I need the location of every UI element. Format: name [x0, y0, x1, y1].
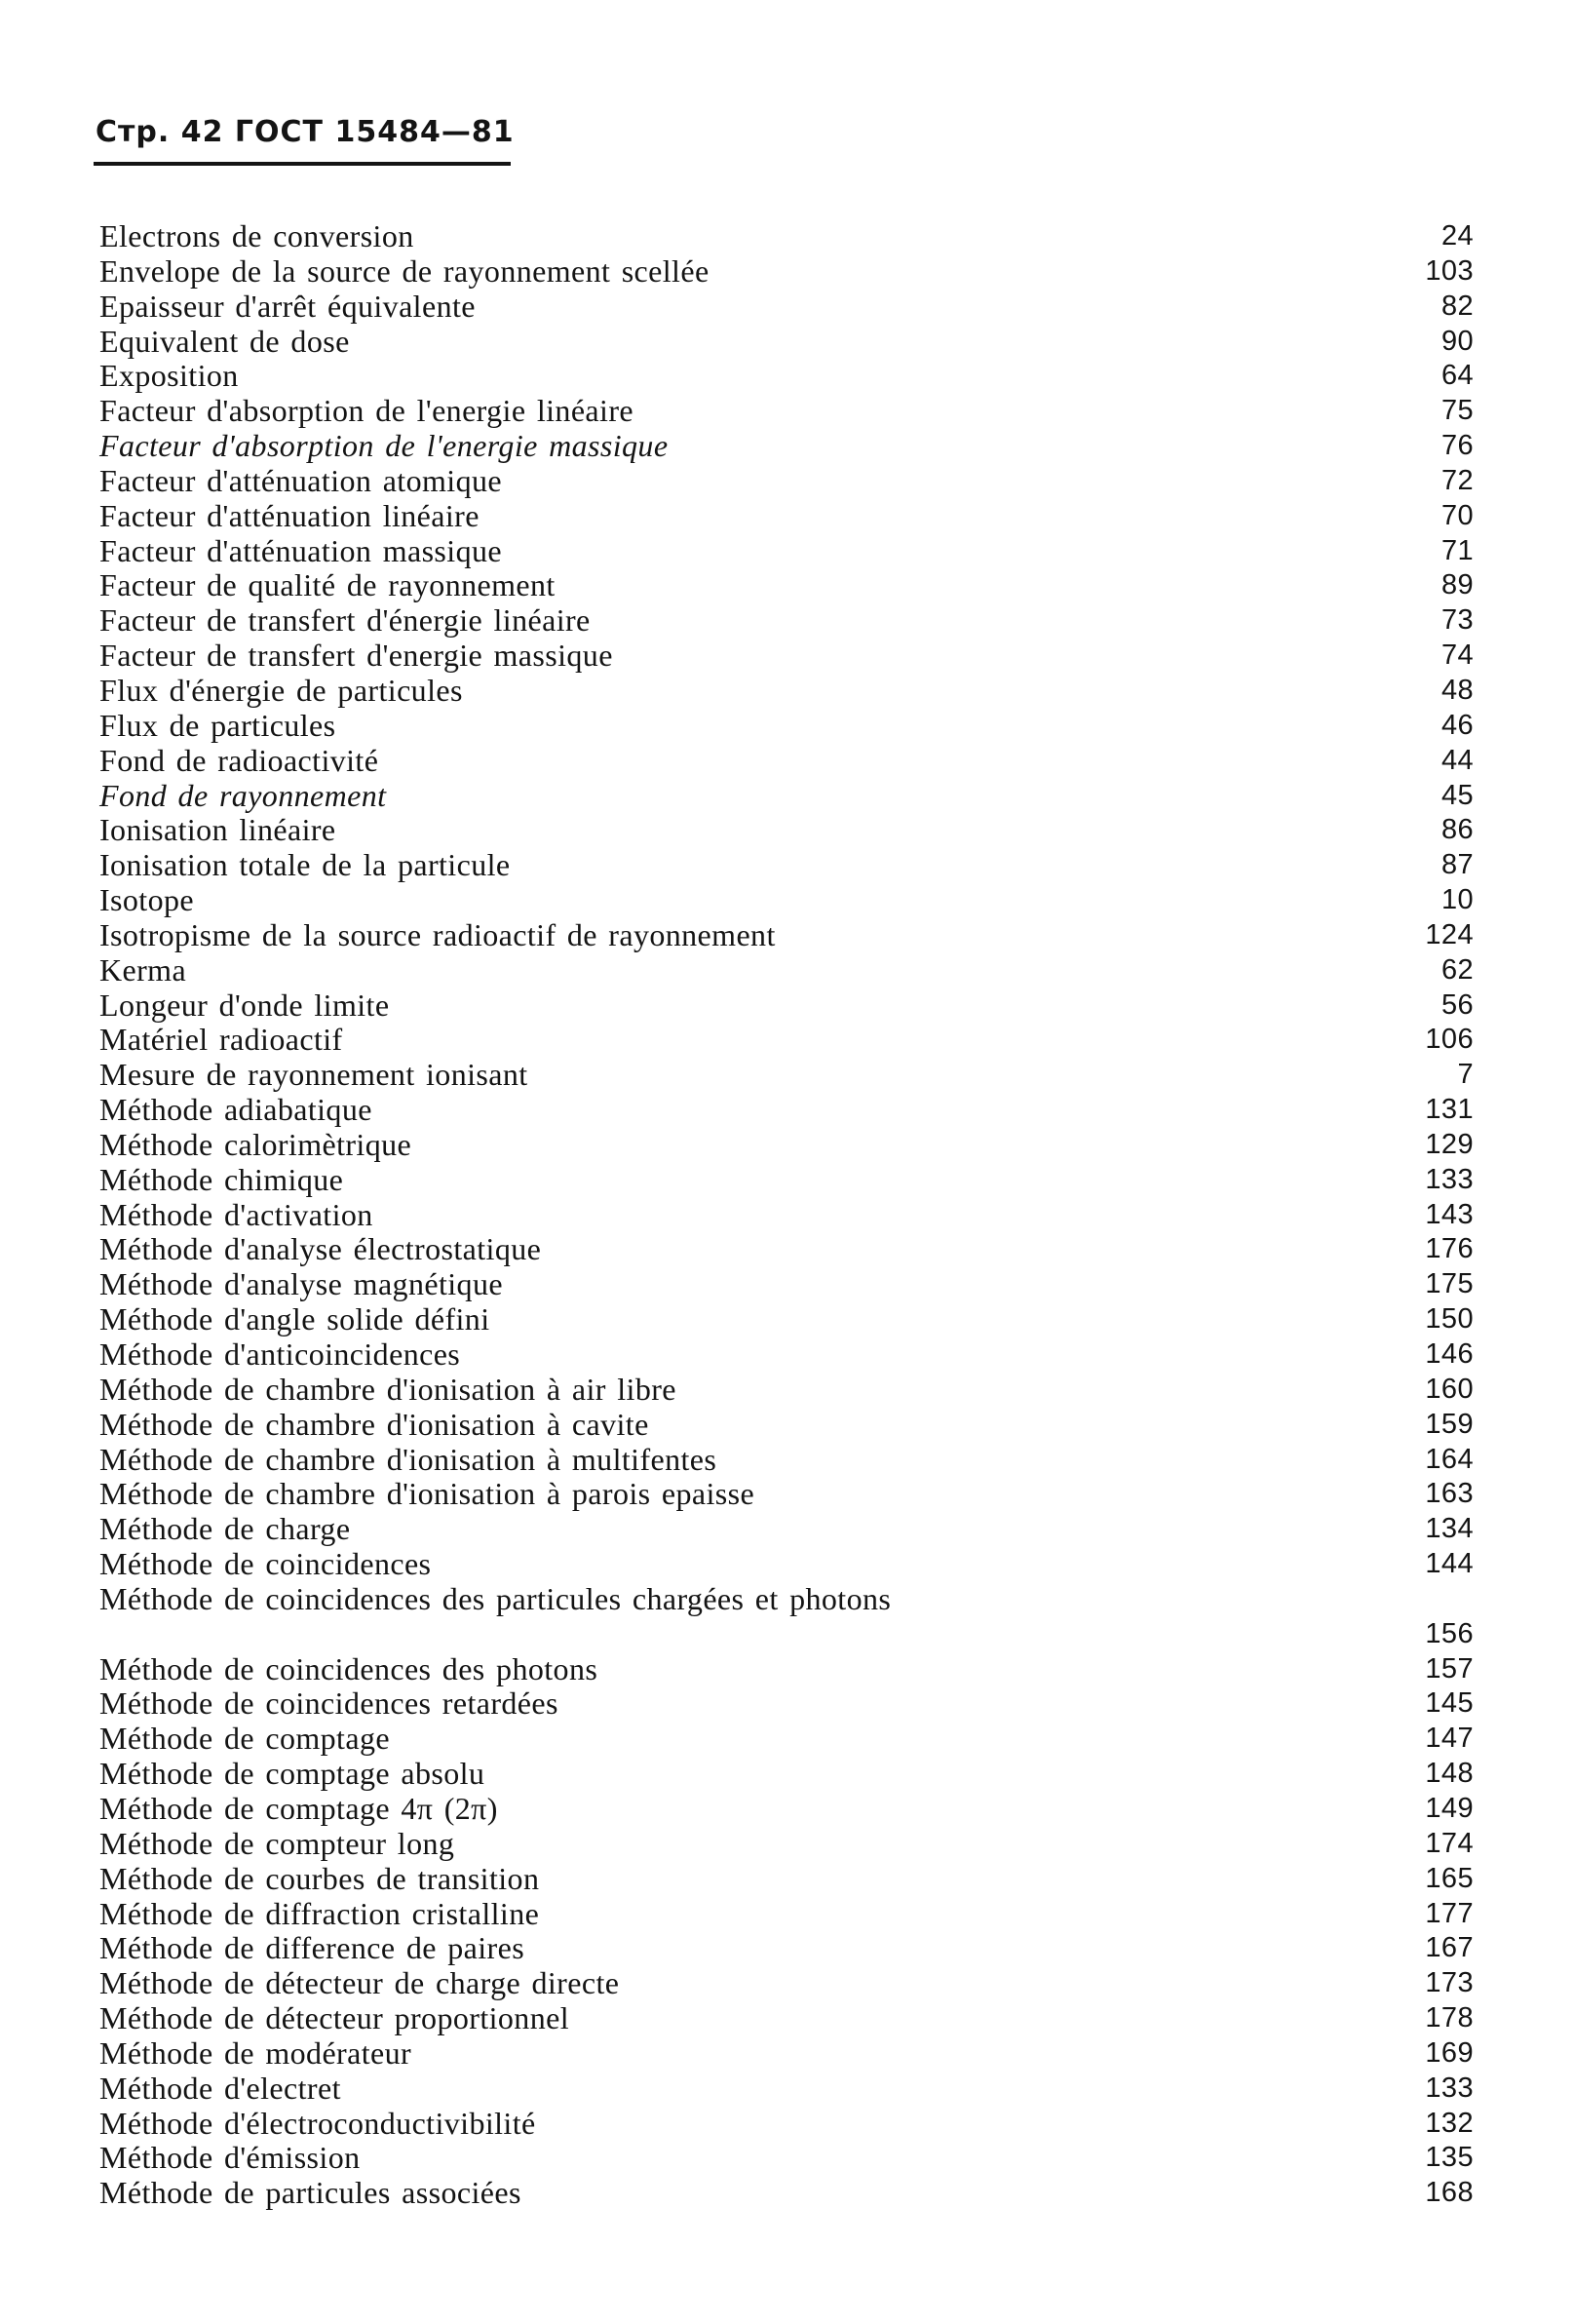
index-page-number: 169	[1425, 2036, 1474, 2069]
index-page-number: 86	[1440, 814, 1474, 846]
index-page-number: 147	[1425, 1723, 1474, 1755]
index-entry	[99, 813, 1474, 848]
index-term: Exposition	[99, 358, 239, 394]
index-entry	[99, 603, 1474, 639]
index-entry	[99, 1862, 1474, 1897]
index-entry	[99, 988, 1474, 1024]
index-entry	[99, 883, 1474, 918]
index-page-number: 64	[1440, 360, 1474, 392]
index-page-number: 134	[1425, 1513, 1474, 1545]
index-entry	[99, 848, 1474, 883]
index-page-number: 87	[1440, 849, 1474, 881]
index-term: Méthode de particules associées	[99, 2175, 521, 2211]
index-entry	[99, 219, 1474, 254]
index-term: Méthode d'analyse électrostatique	[99, 1231, 542, 1267]
index-entry	[99, 254, 1474, 290]
index-page-number: 178	[1425, 2002, 1474, 2034]
index-page-number: 156	[1425, 1617, 1474, 1649]
index-entry	[99, 1931, 1474, 1966]
index-term: Méthode de comptage 4π (2π)	[99, 1790, 498, 1826]
index-page-number: 90	[1440, 325, 1474, 357]
index-term: Facteur de transfert d'énergie linéaire	[99, 602, 591, 639]
index-term: Méthode d'activation	[99, 1196, 373, 1232]
index-page-number: 150	[1425, 1303, 1474, 1336]
index-term: Isotropisme de la source radioactif de rayonnement	[99, 916, 776, 952]
index-term: Isotope	[99, 882, 195, 918]
index-entry	[99, 1477, 1474, 1512]
index-entry	[99, 1547, 1474, 1582]
index-term: Méthode chimique	[99, 1161, 344, 1197]
index-entry	[99, 2141, 1474, 2176]
index-term: Méthode de courbes de transition	[99, 1860, 540, 1896]
index-page-number: 24	[1440, 220, 1474, 252]
index-page-number: 10	[1440, 884, 1474, 916]
index-term: Equivalent de dose	[99, 323, 350, 359]
index-page-number: 71	[1440, 534, 1474, 566]
index-page-number: 145	[1425, 1687, 1474, 1720]
index-term: Ionisation linéaire	[99, 812, 336, 848]
index-entry	[99, 534, 1474, 569]
index-entry	[99, 290, 1474, 325]
index-page-number: 131	[1425, 1094, 1474, 1126]
index-page-number: 82	[1440, 290, 1474, 322]
index-page-number: 7	[1457, 1059, 1474, 1091]
index-page-number: 76	[1440, 430, 1474, 462]
index-entry	[99, 2176, 1474, 2211]
index-term: Méthode de détecteur proportionnel	[99, 2000, 569, 2036]
index-term: Electrons de conversion	[99, 218, 414, 253]
index-term: Méthode d'analyse magnétique	[99, 1266, 503, 1302]
index-term: Méthode d'électroconductivibilité	[99, 2105, 536, 2141]
index-entry	[99, 1686, 1474, 1722]
index-entry	[99, 1757, 1474, 1792]
index-term: Méthode de coincidences	[99, 1546, 432, 1582]
index-term: Méthode de chambre d'ionisation à parois epaisse	[99, 1476, 755, 1512]
index-page-number: 132	[1425, 2107, 1474, 2139]
index-page-number: 167	[1425, 1932, 1474, 1964]
index-term: Méthode de compteur long	[99, 1825, 455, 1861]
index-term: Méthode de chambre d'ionisation à air libre	[99, 1371, 676, 1407]
subject-index-list	[99, 219, 1474, 2211]
index-page-number: 160	[1425, 1373, 1474, 1405]
index-term: Kerma	[99, 951, 187, 988]
index-term: Méthode de chambre d'ionisation à cavite	[99, 1406, 649, 1442]
index-entry	[99, 1163, 1474, 1198]
index-entry	[99, 1897, 1474, 1932]
index-page-number: 129	[1425, 1128, 1474, 1160]
index-entry	[99, 325, 1474, 360]
index-page-number: 159	[1425, 1408, 1474, 1440]
index-entry	[99, 359, 1474, 394]
index-entry	[99, 744, 1474, 779]
index-term: Facteur de transfert d'energie massique	[99, 638, 613, 674]
index-entry	[99, 1128, 1474, 1163]
index-term: Facteur d'atténuation massique	[99, 532, 502, 568]
index-page-number: 135	[1425, 2142, 1474, 2174]
index-page-number: 89	[1440, 569, 1474, 601]
index-term: Facteur d'absorption de l'energie linéaire	[99, 393, 633, 429]
page-header: Стр. 42 ГОСТ 15484—81	[96, 115, 515, 149]
index-page-number: 173	[1425, 1967, 1474, 1999]
index-term: Méthode de coincidences des particules chargées et photons	[99, 1580, 892, 1616]
index-entry	[99, 2107, 1474, 2142]
index-term: Méthode d'electret	[99, 2070, 341, 2106]
index-entry	[99, 1408, 1474, 1443]
index-term: Fond de rayonnement	[99, 777, 387, 813]
index-term: Envelope de la source de rayonnement scellée	[99, 252, 710, 289]
index-page-number: 177	[1425, 1897, 1474, 1929]
index-term: Méthode de détecteur de charge directe	[99, 1965, 620, 2001]
index-term: Longeur d'onde limite	[99, 987, 390, 1023]
index-entry	[99, 639, 1474, 674]
index-term: Flux d'énergie de particules	[99, 672, 463, 708]
index-page-number: 106	[1425, 1024, 1474, 1056]
index-term: Méthode d'angle solide défini	[99, 1301, 490, 1337]
index-page-number: 73	[1440, 604, 1474, 637]
index-page-number: 75	[1440, 395, 1474, 427]
index-entry	[99, 1267, 1474, 1302]
index-page-number: 74	[1440, 639, 1474, 672]
index-page-number: 157	[1425, 1652, 1474, 1685]
index-page-number: 45	[1440, 779, 1474, 811]
index-page-number: 148	[1425, 1758, 1474, 1790]
index-entry	[99, 1792, 1474, 1827]
index-page-number: 174	[1425, 1827, 1474, 1859]
index-page-number: 149	[1425, 1792, 1474, 1824]
index-entry	[99, 429, 1474, 464]
index-term: Méthode de coincidences des photons	[99, 1650, 598, 1686]
index-entry	[99, 2036, 1474, 2072]
index-term: Méthode de diffraction cristalline	[99, 1895, 540, 1931]
index-term: Mesure de rayonnement ionisant	[99, 1057, 528, 1093]
index-entry	[99, 1652, 1474, 1687]
index-page-number: 143	[1425, 1198, 1474, 1230]
index-entry	[99, 1827, 1474, 1862]
index-entry	[99, 1023, 1474, 1058]
index-entry	[99, 779, 1474, 814]
index-term: Méthode d'anticoincidences	[99, 1336, 461, 1372]
index-page-number: 70	[1440, 499, 1474, 531]
index-entry	[99, 1093, 1474, 1128]
index-entry	[99, 568, 1474, 603]
index-term: Fond de radioactivité	[99, 742, 379, 778]
index-term: Matériel radioactif	[99, 1022, 343, 1058]
index-page-number: 133	[1425, 2072, 1474, 2104]
index-entry	[99, 2001, 1474, 2036]
index-page-number: 164	[1425, 1443, 1474, 1475]
index-entry	[99, 1198, 1474, 1233]
index-page-number: 124	[1425, 918, 1474, 950]
index-term: Flux de particules	[99, 707, 336, 743]
index-page-number: 133	[1425, 1163, 1474, 1195]
index-term: Méthode de coincidences retardées	[99, 1685, 558, 1722]
index-entry	[99, 2072, 1474, 2107]
index-page-number: 72	[1440, 464, 1474, 496]
index-entry	[99, 1302, 1474, 1337]
index-entry	[99, 1058, 1474, 1093]
index-entry	[99, 1232, 1474, 1267]
index-term: Méthode de modérateur	[99, 2034, 412, 2071]
index-page-number: 46	[1440, 709, 1474, 741]
index-page-number: 176	[1425, 1233, 1474, 1265]
index-entry	[99, 394, 1474, 429]
index-entry	[99, 1582, 1474, 1652]
index-page-number: 175	[1425, 1268, 1474, 1300]
index-term: Facteur d'atténuation linéaire	[99, 497, 480, 533]
index-term: Ionisation totale de la particule	[99, 847, 511, 883]
index-term: Méthode de comptage absolu	[99, 1756, 485, 1792]
index-entry	[99, 1443, 1474, 1478]
index-entry	[99, 499, 1474, 534]
header-underline	[94, 162, 511, 166]
index-entry	[99, 953, 1474, 988]
index-term: Méthode de charge	[99, 1511, 351, 1547]
index-term: Méthode de difference de paires	[99, 1930, 525, 1966]
index-page-number: 56	[1440, 988, 1474, 1021]
index-term: Epaisseur d'arrêt équivalente	[99, 288, 476, 324]
index-entry	[99, 918, 1474, 953]
index-entry	[99, 464, 1474, 499]
index-page-number: 44	[1440, 744, 1474, 776]
index-page-number: 48	[1440, 674, 1474, 706]
index-page-number: 62	[1440, 953, 1474, 986]
index-term: Méthode de comptage	[99, 1721, 390, 1757]
index-page-number: 144	[1425, 1548, 1474, 1580]
index-page-number: 165	[1425, 1862, 1474, 1894]
index-entry	[99, 674, 1474, 709]
index-page-number: 168	[1425, 2177, 1474, 2209]
index-page-number: 103	[1425, 254, 1474, 287]
index-term: Méthode calorimètrique	[99, 1126, 412, 1162]
index-term: Méthode adiabatique	[99, 1092, 372, 1128]
index-entry	[99, 1512, 1474, 1547]
index-entry	[99, 1966, 1474, 2001]
index-page-number: 146	[1425, 1338, 1474, 1370]
index-entry	[99, 1722, 1474, 1757]
index-term: Méthode de chambre d'ionisation à multifentes	[99, 1441, 717, 1477]
index-entry	[99, 1337, 1474, 1373]
index-term: Méthode d'émission	[99, 2140, 361, 2176]
index-term: Facteur de qualité de rayonnement	[99, 567, 556, 603]
index-entry	[99, 1373, 1474, 1408]
index-term: Facteur d'atténuation atomique	[99, 462, 502, 498]
index-page-number: 163	[1425, 1478, 1474, 1510]
index-term: Facteur d'absorption de l'energie massique	[99, 428, 669, 464]
index-entry	[99, 709, 1474, 744]
